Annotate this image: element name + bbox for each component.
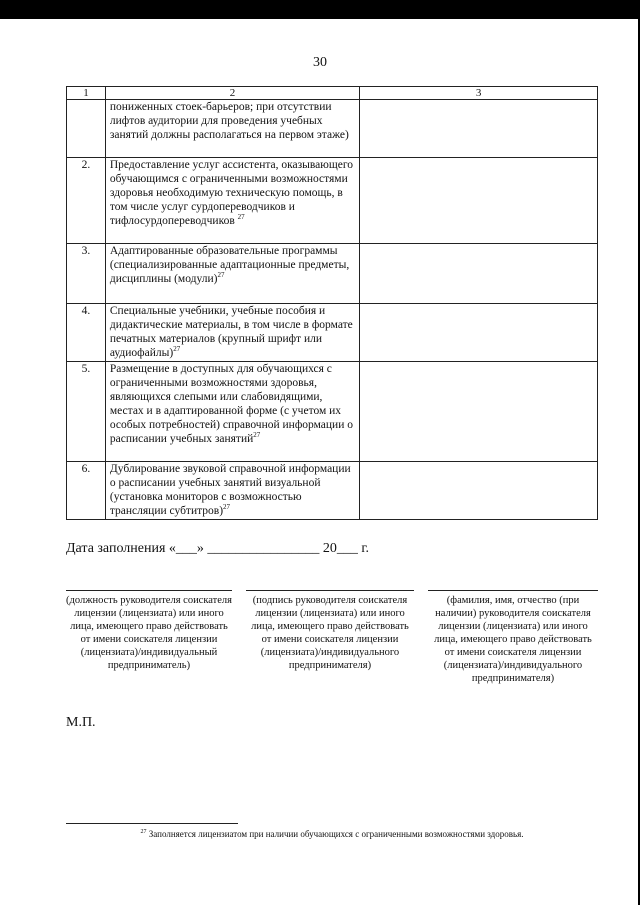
row-description: Адаптированные образовательные программы (специализированные адаптационные предметы, дисциплины (модули)$^{27}$: [105, 244, 359, 304]
row-value: [360, 244, 598, 304]
scan-top-border: [0, 0, 640, 19]
row-description: Предоставление услуг ассистента, оказывающего обучающимся с ограниченными возможностями здоровья необходимую техническую помощь, в том числе услуг сурдопереводчиков и тифлосурдопереводчиков $^{27}$: [105, 158, 359, 244]
full-name-caption: (фамилия, имя, отчество (при наличии) руководителя соискателя лицензии (лицензиата) или иного лица, имеющего право действовать от имени соискателя лицензии (лицензиата)/индивидуального предпринимателя): [428, 590, 598, 685]
signature-caption: (подпись руководителя соискателя лицензии (лицензиата) или иного лица, имеющего право действовать от имени соискателя лицензии (лицензиата)/индивидуального предпринимателя): [246, 590, 414, 672]
row-number: 4.: [67, 304, 106, 362]
footnote-ref: 27: [217, 271, 225, 280]
row-description: Специальные учебники, учебные пособия и дидактические материалы, в том числе в формате печатных материалов (крупный шрифт или аудиофайлы)$^{27}$: [105, 304, 359, 362]
row-value: [360, 100, 598, 158]
row-number: 5.: [67, 362, 106, 462]
row-description: пониженных стоек-барьеров; при отсутствии лифтов аудитории для проведения учебных занятий должны располагаться на первом этаже): [105, 100, 359, 158]
table-row: [67, 304, 598, 362]
row-value: [360, 158, 598, 244]
column-header-2: 2: [105, 87, 359, 100]
row-number: 3.: [67, 244, 106, 304]
column-header-3: 3: [360, 87, 598, 100]
table-row: [67, 244, 598, 304]
row-number: [67, 100, 106, 158]
footnote-mark: 27: [140, 829, 147, 835]
table-row: [67, 158, 598, 244]
row-description: Дублирование звуковой справочной информации о расписании учебных занятий визуальной (установка мониторов с возможностью трансляции субтитров)$^{27}$: [105, 462, 359, 520]
table-row: [67, 362, 598, 462]
table-header-row: [67, 87, 598, 100]
footnote: [66, 829, 598, 839]
column-header-1: 1: [67, 87, 106, 100]
row-value: [360, 362, 598, 462]
stamp-place: М.П.: [66, 715, 96, 730]
footnote-ref: 27: [237, 213, 245, 222]
row-value: [360, 462, 598, 520]
row-description: Размещение в доступных для обучающихся с ограниченными возможностями здоровья, являющихся слепыми или слабовидящими, местах и в адаптированной форме (с учетом их особых потребностей) справочной информации о расписании учебных занятий$^{27}$: [105, 362, 359, 462]
row-number: 6.: [67, 462, 106, 520]
row-value: [360, 304, 598, 362]
fill-date-line: Дата заполнения «___» ________________ 20___ г.: [66, 541, 370, 556]
footnote-ref: 27: [223, 503, 231, 512]
row-number: 2.: [67, 158, 106, 244]
footnote-text: Заполняется лицензиатом при наличии обучающихся с ограниченными возможностями здоровья.: [146, 829, 524, 839]
table-row: [67, 462, 598, 520]
footnote-ref: 27: [253, 431, 261, 440]
page-number: 30: [313, 55, 327, 70]
footnote-ref: 27: [173, 345, 181, 354]
position-caption: (должность руководителя соискателя лицензии (лицензиата) или иного лица, имеющего право действовать от имени соискателя лицензии (лицензиата)/индивидуальный предприниматель): [66, 590, 232, 672]
accessibility-table: [66, 86, 598, 520]
table-row: [67, 100, 598, 158]
footnote-divider: [66, 823, 238, 824]
